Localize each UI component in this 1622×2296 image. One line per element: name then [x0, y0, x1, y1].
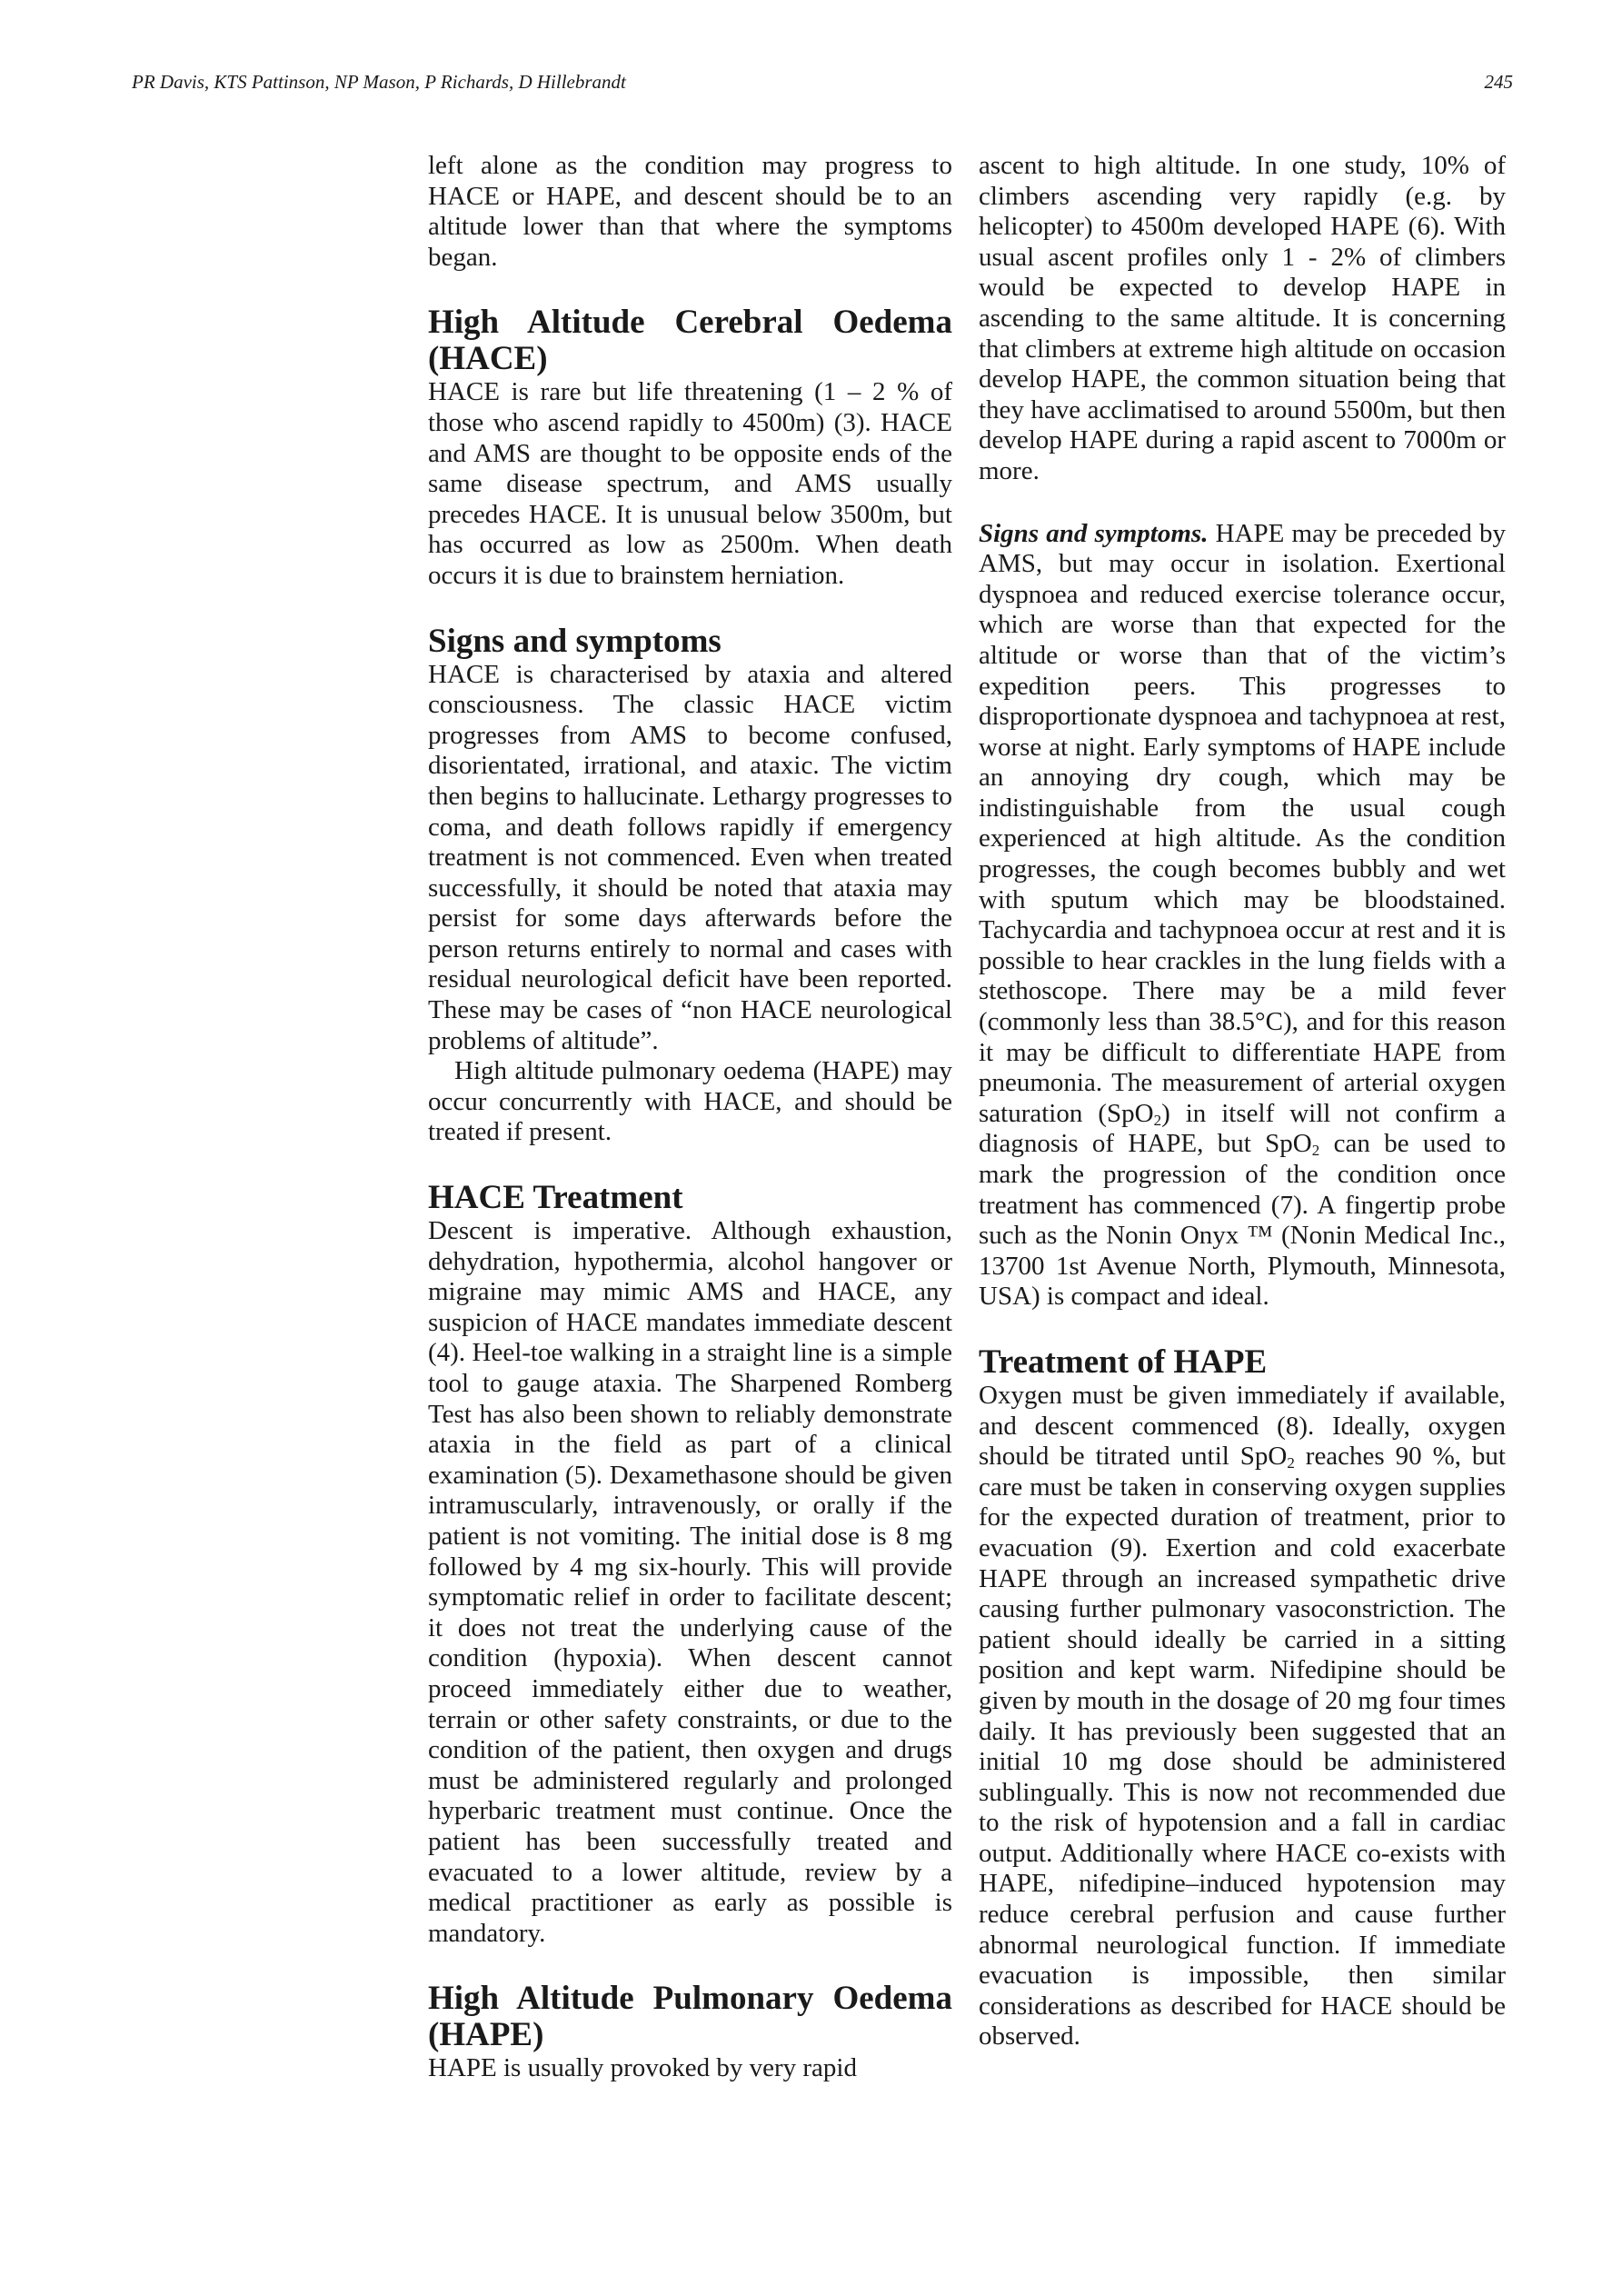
paragraph-signs-hape: High altitude pulmonary oedema (HAPE) may occur concurrently with HACE, and should be treated if present.: [428, 1056, 952, 1147]
heading-hape: High Altitude Pulmonary Oedema (HAPE): [428, 1980, 952, 2054]
paragraph-hape-signs-text-c: can be used to mark the progression of the condition once treatment has commenced (7). A fingertip probe such as the Nonin Onyx ™ (Nonin Medical Inc., 13700 1st Avenue North, Plymouth, Minnesota, USA) is compact and ideal.: [979, 1129, 1506, 1312]
heading-treatment-hape: Treatment of HAPE: [979, 1343, 1268, 1381]
paragraph-hace: HACE is rare but life threatening (1 – 2 % of those who ascend rapidly to 4500m) (3). HACE and AMS are thought to be opposite ends of the same disease spectrum, and AMS usually precedes HACE. It is unusual below 3500m, but has occurred as low as 2500m. When death occurs it is due to brainstem herniation.: [428, 377, 952, 590]
paragraph-treatment-hape: [979, 1381, 1506, 2052]
spacer: [428, 1949, 952, 1981]
spacer: [428, 592, 952, 624]
heading-hace-treatment: HACE Treatment: [428, 1179, 683, 1217]
paragraph-signs: HACE is characterised by ataxia and altered consciousness. The classic HACE victim progresses from AMS to become confused, disorientated, irrational, and ataxic. The victim then begins to hallucinate. Lethargy progresses to coma, and death follows rapidly if emergency treatment is not commenced. Even when treated successfully, it should be noted that ataxia may persist for some days afterwards before the person returns entirely to normal and cases with residual neurological deficit have been reported. These may be cases of “non HACE neurological problems of altitude”.: [428, 659, 952, 1055]
subscript-2: 2: [1311, 1142, 1320, 1160]
spacer: [428, 273, 952, 304]
page-number: 245: [1484, 71, 1513, 93]
spacer: [428, 1148, 952, 1180]
heading-hace: High Altitude Cerebral Oedema (HACE): [428, 304, 952, 378]
left-column: [428, 151, 952, 2084]
subscript-2: 2: [1153, 1111, 1162, 1129]
paragraph-hape-start: HAPE is usually provoked by very rapid: [428, 2053, 857, 2083]
heading-signs-symptoms: Signs and symptoms: [428, 622, 721, 660]
paragraph-hape-signs-text-a: HAPE may be preceded by AMS, but may occur in isolation. Exertional dyspnoea and reduced exercise tolerance occur, which are worse than that expected for the altitude or worse than that of the victim’s expedition peers. This progresses to disproportionate dyspnoea and tachypnoea at rest, worse at night. Early symptoms of HAPE include an annoying dry cough, which may be indistinguishable from the usual cough experienced at high altitude. As the condition progresses, the cough becomes bubbly and wet with sputum which may be bloodstained. Tachycardia and tachypnoea occur at rest and it is possible to hear crackles in the lung fields with a stethoscope. There may be a mild fever (commonly less than 38.5°C), and for this reason it may be difficult to differentiate HAPE from pneumonia. The measurement of arterial oxygen saturation (SpO: [979, 518, 1506, 1128]
run-in-heading-signs: Signs and symptoms.: [979, 518, 1209, 548]
paragraph-intro: left alone as the condition may progress to HACE or HAPE, and descent should be to an altitude lower than that where the symptoms began.: [428, 151, 952, 272]
running-head: [132, 71, 1513, 104]
subscript-2: 2: [1287, 1454, 1295, 1472]
paragraph-hape-continued: ascent to high altitude. In one study, 10% of climbers ascending very rapidly (e.g. by helicopter) to 4500m developed HAPE (6). With usual ascent profiles only 1 - 2% of climbers would be expected to develop HAPE in ascending to the same altitude. It is concerning that climbers at extreme high altitude on occasion develop HAPE, the common situation being that they have acclimatised to around 5500m, but then develop HAPE during a rapid ascent to 7000m or more.: [979, 151, 1506, 485]
spacer: [979, 487, 1506, 519]
spacer: [979, 1313, 1506, 1344]
paragraph-hape-signs-text-b: ) in itself will not confirm a diagnosis of HAPE, but SpO: [979, 1098, 1507, 1159]
paragraph-hape-signs: [979, 519, 1506, 1313]
paragraph-treatment-text-b: reaches 90 %, but care must be taken in conserving oxygen supplies for the expected duration of treatment, prior to evacuation (9). Exertion and cold exacerbate HAPE through an increased sympathetic drive causing further pulmonary vasoconstriction. The patient should ideally be carried in a sitting position and kept warm. Nifedipine should be given by mouth in the dosage of 20 mg four times daily. It has previously been suggested that an initial 10 mg dose should be administered sublingually. This is now not recommended due to the risk of hypotension and a fall in cardiac output. Additionally where HACE co-exists with HAPE, nifedipine–induced hypotension may reduce cerebral perfusion and cause further abnormal neurological function. If immediate evacuation is impossible, then similar considerations as described for HACE should be observed.: [979, 1442, 1506, 2051]
running-head-authors: PR Davis, KTS Pattinson, NP Mason, P Richards, D Hillebrandt: [132, 71, 626, 93]
right-column: [979, 151, 1506, 2052]
paragraph-hace-treatment: Descent is imperative. Although exhaustion, dehydration, hypothermia, alcohol hangover or migraine may mimic AMS and HACE, any suspicion of HACE mandates immediate descent (4). Heel-toe walking in a straight line is a simple tool to gauge ataxia. The Sharpened Romberg Test has also been shown to reliably demonstrate ataxia in the field as part of a clinical examination (5). Dexamethasone should be given intramuscularly, intravenously, or orally if the patient is not vomiting. The initial dose is 8 mg followed by 4 mg six-hourly. This will provide symptomatic relief in order to facilitate descent; it does not treat the underlying cause of the condition (hypoxia). When descent cannot proceed immediately either due to weather, terrain or other safety constraints, or due to the condition of the patient, then oxygen and drugs must be administered regularly and prolonged hyperbaric treatment must continue. Once the patient has been successfully treated and evacuated to a lower altitude, review by a medical practitioner as early as possible is mandatory.: [428, 1216, 952, 1948]
paragraph-treatment-text-a: Oxygen must be given immediately if available, and descent commenced (8). Ideally, oxygen should be titrated until SpO: [979, 1380, 1506, 1472]
